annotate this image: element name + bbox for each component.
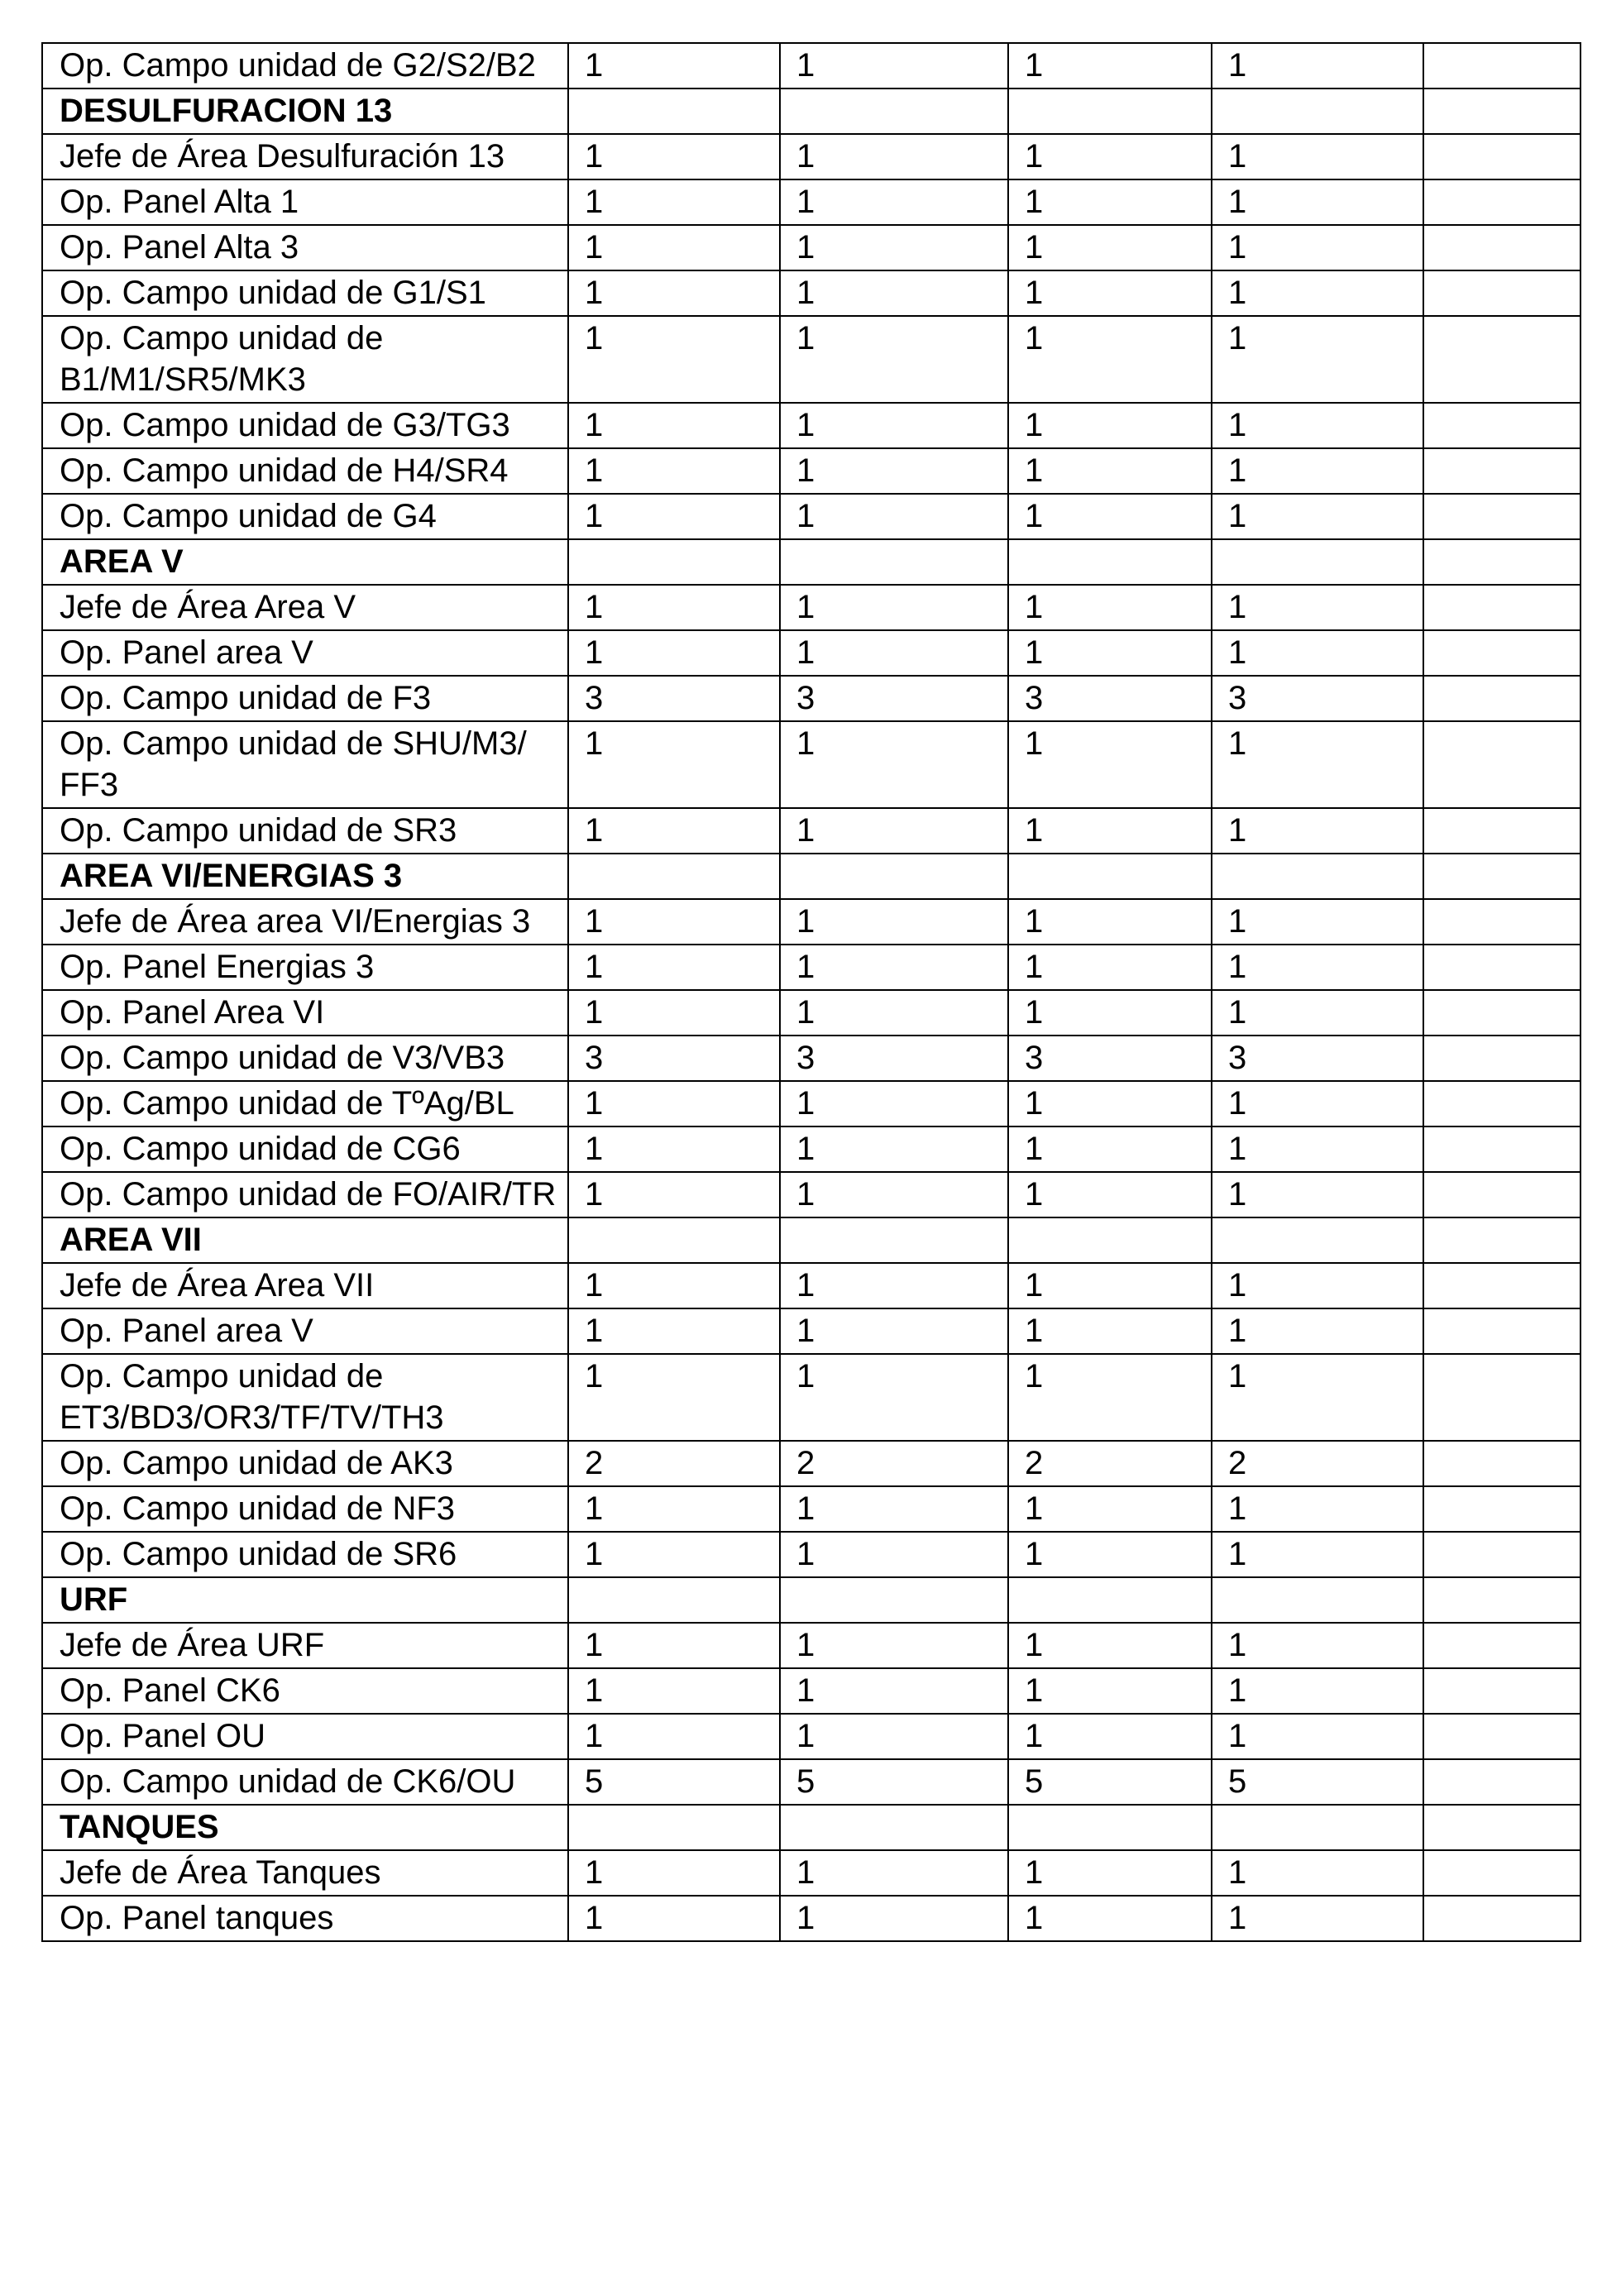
value-cell-col-1: 1: [568, 225, 780, 270]
value-cell-col-4: 1: [1212, 179, 1423, 225]
value-cell-col-1: 1: [568, 1714, 780, 1759]
value-cell-col-4: 1: [1212, 1081, 1423, 1126]
role-label-cell: Op. Campo unidad de SHU/M3/ FF3: [42, 721, 568, 808]
table-row: [42, 721, 1580, 808]
value-cell-col-1: 1: [568, 1126, 780, 1172]
value-cell-col-1: 2: [568, 1441, 780, 1486]
section-title-cell: DESULFURACION 13: [42, 88, 568, 134]
value-cell-col-1: 1: [568, 808, 780, 854]
value-cell-col-4: 1: [1212, 403, 1423, 448]
table-row: [42, 899, 1580, 945]
value-cell-col-2: 1: [780, 1850, 1008, 1896]
table-row: [42, 43, 1580, 88]
value-cell-col-3: 1: [1008, 225, 1212, 270]
role-label-cell: Op. Campo unidad de G3/TG3: [42, 403, 568, 448]
role-label-cell: Op. Panel area V: [42, 1308, 568, 1354]
value-cell-col-4: 1: [1212, 1714, 1423, 1759]
value-cell-col-3: 1: [1008, 494, 1212, 539]
section-title-cell: AREA VI/ENERGIAS 3: [42, 854, 568, 899]
table-row: [42, 585, 1580, 630]
value-cell-col-2: 1: [780, 945, 1008, 990]
value-cell-col-1: 1: [568, 403, 780, 448]
section-header-row: [42, 88, 1580, 134]
value-cell-col-2: 1: [780, 448, 1008, 494]
value-cell-col-2: 1: [780, 1532, 1008, 1577]
value-cell-col-5: [1423, 1850, 1580, 1896]
value-cell-col-1: 1: [568, 1263, 780, 1308]
role-label-cell: Op. Panel Alta 3: [42, 225, 568, 270]
value-cell-col-1: 1: [568, 990, 780, 1036]
table-row: [42, 1172, 1580, 1217]
section-header-row: [42, 1217, 1580, 1263]
value-cell-col-4: [1212, 1805, 1423, 1850]
table-row: [42, 676, 1580, 721]
table-row: [42, 1896, 1580, 1941]
value-cell-col-4: 1: [1212, 630, 1423, 676]
table-row: [42, 1532, 1580, 1577]
table-row: [42, 1441, 1580, 1486]
value-cell-col-3: [1008, 1217, 1212, 1263]
value-cell-col-2: [780, 539, 1008, 585]
role-label-cell: Op. Panel Energias 3: [42, 945, 568, 990]
value-cell-col-4: 1: [1212, 316, 1423, 403]
value-cell-col-3: 1: [1008, 721, 1212, 808]
value-cell-col-1: 1: [568, 270, 780, 316]
value-cell-col-3: 3: [1008, 676, 1212, 721]
role-label-cell: Jefe de Área area VI/Energias 3: [42, 899, 568, 945]
value-cell-col-2: 5: [780, 1759, 1008, 1805]
value-cell-col-5: [1423, 1714, 1580, 1759]
value-cell-col-4: 2: [1212, 1441, 1423, 1486]
table-row: [42, 1759, 1580, 1805]
value-cell-col-1: 1: [568, 899, 780, 945]
value-cell-col-1: 1: [568, 43, 780, 88]
value-cell-col-4: 3: [1212, 1036, 1423, 1081]
value-cell-col-2: [780, 1577, 1008, 1623]
table-row: [42, 945, 1580, 990]
value-cell-col-2: 1: [780, 1714, 1008, 1759]
value-cell-col-4: 1: [1212, 1486, 1423, 1532]
role-label-cell: Op. Campo unidad de NF3: [42, 1486, 568, 1532]
value-cell-col-5: [1423, 1263, 1580, 1308]
value-cell-col-5: [1423, 808, 1580, 854]
value-cell-col-5: [1423, 1577, 1580, 1623]
role-label-cell: Op. Panel area V: [42, 630, 568, 676]
value-cell-col-1: [568, 1805, 780, 1850]
value-cell-col-5: [1423, 945, 1580, 990]
value-cell-col-2: 1: [780, 899, 1008, 945]
value-cell-col-4: [1212, 854, 1423, 899]
role-label-cell: Op. Campo unidad de F3: [42, 676, 568, 721]
section-title-cell: AREA V: [42, 539, 568, 585]
value-cell-col-1: [568, 1217, 780, 1263]
value-cell-col-3: 1: [1008, 179, 1212, 225]
role-label-cell: Op. Panel Alta 1: [42, 179, 568, 225]
value-cell-col-2: 1: [780, 316, 1008, 403]
value-cell-col-4: 1: [1212, 990, 1423, 1036]
value-cell-col-1: 1: [568, 945, 780, 990]
role-label-cell: Op. Campo unidad de SR6: [42, 1532, 568, 1577]
value-cell-col-2: 1: [780, 225, 1008, 270]
value-cell-col-2: 1: [780, 179, 1008, 225]
table-row: [42, 134, 1580, 179]
value-cell-col-5: [1423, 854, 1580, 899]
role-label-cell: Op. Campo unidad de ET3/BD3/OR3/TF/TV/TH3: [42, 1354, 568, 1441]
value-cell-col-4: 1: [1212, 1623, 1423, 1668]
value-cell-col-4: 3: [1212, 676, 1423, 721]
value-cell-col-2: 2: [780, 1441, 1008, 1486]
role-label-cell: Jefe de Área Tanques: [42, 1850, 568, 1896]
value-cell-col-2: [780, 1805, 1008, 1850]
value-cell-col-3: 1: [1008, 1850, 1212, 1896]
value-cell-col-3: 1: [1008, 990, 1212, 1036]
value-cell-col-4: 1: [1212, 585, 1423, 630]
value-cell-col-2: [780, 854, 1008, 899]
section-title-cell: URF: [42, 1577, 568, 1623]
section-header-row: [42, 854, 1580, 899]
value-cell-col-3: [1008, 1577, 1212, 1623]
role-label-cell: Jefe de Área URF: [42, 1623, 568, 1668]
value-cell-col-3: 2: [1008, 1441, 1212, 1486]
table-row: [42, 990, 1580, 1036]
value-cell-col-1: 1: [568, 134, 780, 179]
value-cell-col-2: 3: [780, 1036, 1008, 1081]
value-cell-col-1: 1: [568, 494, 780, 539]
table-row: [42, 630, 1580, 676]
table-row: [42, 1354, 1580, 1441]
value-cell-col-3: 1: [1008, 316, 1212, 403]
role-label-cell: Op. Panel OU: [42, 1714, 568, 1759]
table-row: [42, 270, 1580, 316]
role-label-cell: Jefe de Área Area V: [42, 585, 568, 630]
value-cell-col-5: [1423, 448, 1580, 494]
role-label-cell: Op. Campo unidad de G2/S2/B2: [42, 43, 568, 88]
value-cell-col-3: 1: [1008, 585, 1212, 630]
role-label-cell: Jefe de Área Desulfuración 13: [42, 134, 568, 179]
value-cell-col-2: 1: [780, 1354, 1008, 1441]
value-cell-col-5: [1423, 1623, 1580, 1668]
role-label-cell: Op. Panel tanques: [42, 1896, 568, 1941]
value-cell-col-5: [1423, 539, 1580, 585]
value-cell-col-3: 1: [1008, 945, 1212, 990]
value-cell-col-3: 1: [1008, 1354, 1212, 1441]
section-header-row: [42, 1805, 1580, 1850]
value-cell-col-3: 1: [1008, 1172, 1212, 1217]
value-cell-col-5: [1423, 1532, 1580, 1577]
value-cell-col-5: [1423, 43, 1580, 88]
value-cell-col-5: [1423, 316, 1580, 403]
value-cell-col-4: 5: [1212, 1759, 1423, 1805]
value-cell-col-5: [1423, 1805, 1580, 1850]
table-row: [42, 403, 1580, 448]
value-cell-col-5: [1423, 1759, 1580, 1805]
value-cell-col-2: 1: [780, 403, 1008, 448]
value-cell-col-1: [568, 854, 780, 899]
value-cell-col-5: [1423, 676, 1580, 721]
value-cell-col-4: 1: [1212, 1354, 1423, 1441]
table-row: [42, 1486, 1580, 1532]
role-label-cell: Op. Campo unidad de V3/VB3: [42, 1036, 568, 1081]
value-cell-col-3: 1: [1008, 134, 1212, 179]
value-cell-col-3: [1008, 854, 1212, 899]
table-row: [42, 225, 1580, 270]
value-cell-col-1: 1: [568, 1486, 780, 1532]
value-cell-col-1: 1: [568, 1172, 780, 1217]
value-cell-col-3: 1: [1008, 1263, 1212, 1308]
value-cell-col-3: 1: [1008, 1668, 1212, 1714]
value-cell-col-4: 1: [1212, 1668, 1423, 1714]
value-cell-col-1: 1: [568, 179, 780, 225]
table-row: [42, 1126, 1580, 1172]
value-cell-col-3: 1: [1008, 899, 1212, 945]
staffing-table: [41, 42, 1581, 1942]
table-row: [42, 494, 1580, 539]
value-cell-col-5: [1423, 1217, 1580, 1263]
value-cell-col-2: 1: [780, 990, 1008, 1036]
value-cell-col-5: [1423, 225, 1580, 270]
value-cell-col-1: [568, 539, 780, 585]
value-cell-col-4: 1: [1212, 225, 1423, 270]
value-cell-col-5: [1423, 585, 1580, 630]
value-cell-col-1: 1: [568, 1896, 780, 1941]
value-cell-col-3: 1: [1008, 1081, 1212, 1126]
value-cell-col-3: 1: [1008, 448, 1212, 494]
role-label-cell: Op. Campo unidad de CK6/OU: [42, 1759, 568, 1805]
role-label-cell: Op. Campo unidad de AK3: [42, 1441, 568, 1486]
value-cell-col-2: 1: [780, 1896, 1008, 1941]
value-cell-col-4: 1: [1212, 494, 1423, 539]
value-cell-col-3: [1008, 1805, 1212, 1850]
value-cell-col-1: [568, 88, 780, 134]
table-row: [42, 448, 1580, 494]
value-cell-col-2: 1: [780, 1081, 1008, 1126]
value-cell-col-5: [1423, 88, 1580, 134]
value-cell-col-1: 5: [568, 1759, 780, 1805]
value-cell-col-5: [1423, 1036, 1580, 1081]
table-row: [42, 1263, 1580, 1308]
value-cell-col-5: [1423, 1486, 1580, 1532]
table-row: [42, 1850, 1580, 1896]
value-cell-col-2: 1: [780, 721, 1008, 808]
value-cell-col-3: 1: [1008, 1486, 1212, 1532]
value-cell-col-3: 1: [1008, 1126, 1212, 1172]
value-cell-col-1: 1: [568, 1354, 780, 1441]
value-cell-col-4: 1: [1212, 899, 1423, 945]
value-cell-col-4: 1: [1212, 270, 1423, 316]
value-cell-col-2: 3: [780, 676, 1008, 721]
value-cell-col-3: 1: [1008, 1532, 1212, 1577]
value-cell-col-1: 1: [568, 1623, 780, 1668]
table-row: [42, 1714, 1580, 1759]
value-cell-col-3: [1008, 88, 1212, 134]
value-cell-col-5: [1423, 1126, 1580, 1172]
value-cell-col-4: 1: [1212, 1532, 1423, 1577]
table-row: [42, 316, 1580, 403]
value-cell-col-4: 1: [1212, 448, 1423, 494]
value-cell-col-5: [1423, 134, 1580, 179]
staffing-table-body: [42, 43, 1580, 1941]
value-cell-col-3: 1: [1008, 1714, 1212, 1759]
value-cell-col-2: 1: [780, 1668, 1008, 1714]
value-cell-col-2: 1: [780, 630, 1008, 676]
value-cell-col-4: 1: [1212, 1263, 1423, 1308]
value-cell-col-5: [1423, 1354, 1580, 1441]
value-cell-col-2: 1: [780, 1308, 1008, 1354]
value-cell-col-5: [1423, 179, 1580, 225]
value-cell-col-5: [1423, 1308, 1580, 1354]
table-row: [42, 1668, 1580, 1714]
value-cell-col-1: [568, 1577, 780, 1623]
value-cell-col-5: [1423, 721, 1580, 808]
value-cell-col-4: [1212, 539, 1423, 585]
value-cell-col-1: 1: [568, 721, 780, 808]
value-cell-col-2: 1: [780, 1486, 1008, 1532]
value-cell-col-4: 1: [1212, 43, 1423, 88]
value-cell-col-1: 1: [568, 1081, 780, 1126]
role-label-cell: Op. Campo unidad de TºAg/BL: [42, 1081, 568, 1126]
value-cell-col-3: [1008, 539, 1212, 585]
value-cell-col-1: 1: [568, 1668, 780, 1714]
value-cell-col-3: 1: [1008, 1623, 1212, 1668]
value-cell-col-1: 1: [568, 1850, 780, 1896]
role-label-cell: Op. Campo unidad de B1/M1/SR5/MK3: [42, 316, 568, 403]
value-cell-col-3: 3: [1008, 1036, 1212, 1081]
value-cell-col-3: 1: [1008, 630, 1212, 676]
section-title-cell: TANQUES: [42, 1805, 568, 1850]
value-cell-col-4: 1: [1212, 134, 1423, 179]
value-cell-col-5: [1423, 1668, 1580, 1714]
role-label-cell: Jefe de Área Area VII: [42, 1263, 568, 1308]
value-cell-col-2: 1: [780, 134, 1008, 179]
value-cell-col-4: 1: [1212, 1850, 1423, 1896]
value-cell-col-2: 1: [780, 1126, 1008, 1172]
value-cell-col-1: 1: [568, 316, 780, 403]
role-label-cell: Op. Panel CK6: [42, 1668, 568, 1714]
value-cell-col-5: [1423, 1896, 1580, 1941]
role-label-cell: Op. Campo unidad de G4: [42, 494, 568, 539]
value-cell-col-5: [1423, 990, 1580, 1036]
value-cell-col-3: 1: [1008, 1896, 1212, 1941]
value-cell-col-5: [1423, 630, 1580, 676]
value-cell-col-5: [1423, 403, 1580, 448]
value-cell-col-5: [1423, 270, 1580, 316]
table-row: [42, 1036, 1580, 1081]
value-cell-col-1: 3: [568, 1036, 780, 1081]
role-label-cell: Op. Campo unidad de SR3: [42, 808, 568, 854]
value-cell-col-5: [1423, 1172, 1580, 1217]
value-cell-col-4: 1: [1212, 1308, 1423, 1354]
section-header-row: [42, 539, 1580, 585]
value-cell-col-2: 1: [780, 270, 1008, 316]
section-title-cell: AREA VII: [42, 1217, 568, 1263]
value-cell-col-3: 1: [1008, 403, 1212, 448]
value-cell-col-2: [780, 1217, 1008, 1263]
value-cell-col-2: 1: [780, 1263, 1008, 1308]
value-cell-col-4: 1: [1212, 945, 1423, 990]
value-cell-col-3: 1: [1008, 270, 1212, 316]
role-label-cell: Op. Campo unidad de FO/AIR/TR: [42, 1172, 568, 1217]
table-row: [42, 1081, 1580, 1126]
role-label-cell: Op. Campo unidad de CG6: [42, 1126, 568, 1172]
table-row: [42, 179, 1580, 225]
value-cell-col-3: 5: [1008, 1759, 1212, 1805]
value-cell-col-1: 1: [568, 448, 780, 494]
value-cell-col-4: 1: [1212, 1896, 1423, 1941]
value-cell-col-3: 1: [1008, 43, 1212, 88]
value-cell-col-4: [1212, 1577, 1423, 1623]
table-row: [42, 808, 1580, 854]
value-cell-col-4: 1: [1212, 1172, 1423, 1217]
value-cell-col-2: 1: [780, 585, 1008, 630]
value-cell-col-2: 1: [780, 494, 1008, 539]
role-label-cell: Op. Campo unidad de H4/SR4: [42, 448, 568, 494]
value-cell-col-2: 1: [780, 808, 1008, 854]
value-cell-col-2: 1: [780, 1623, 1008, 1668]
value-cell-col-1: 1: [568, 630, 780, 676]
value-cell-col-1: 3: [568, 676, 780, 721]
value-cell-col-1: 1: [568, 1308, 780, 1354]
value-cell-col-3: 1: [1008, 1308, 1212, 1354]
value-cell-col-5: [1423, 494, 1580, 539]
value-cell-col-4: 1: [1212, 1126, 1423, 1172]
value-cell-col-2: [780, 88, 1008, 134]
value-cell-col-5: [1423, 1441, 1580, 1486]
table-row: [42, 1308, 1580, 1354]
section-header-row: [42, 1577, 1580, 1623]
value-cell-col-3: 1: [1008, 808, 1212, 854]
value-cell-col-4: 1: [1212, 721, 1423, 808]
role-label-cell: Op. Campo unidad de G1/S1: [42, 270, 568, 316]
value-cell-col-2: 1: [780, 43, 1008, 88]
value-cell-col-2: 1: [780, 1172, 1008, 1217]
table-row: [42, 1623, 1580, 1668]
value-cell-col-5: [1423, 899, 1580, 945]
role-label-cell: Op. Panel Area VI: [42, 990, 568, 1036]
value-cell-col-1: 1: [568, 585, 780, 630]
value-cell-col-4: [1212, 1217, 1423, 1263]
value-cell-col-5: [1423, 1081, 1580, 1126]
value-cell-col-4: [1212, 88, 1423, 134]
value-cell-col-4: 1: [1212, 808, 1423, 854]
value-cell-col-1: 1: [568, 1532, 780, 1577]
